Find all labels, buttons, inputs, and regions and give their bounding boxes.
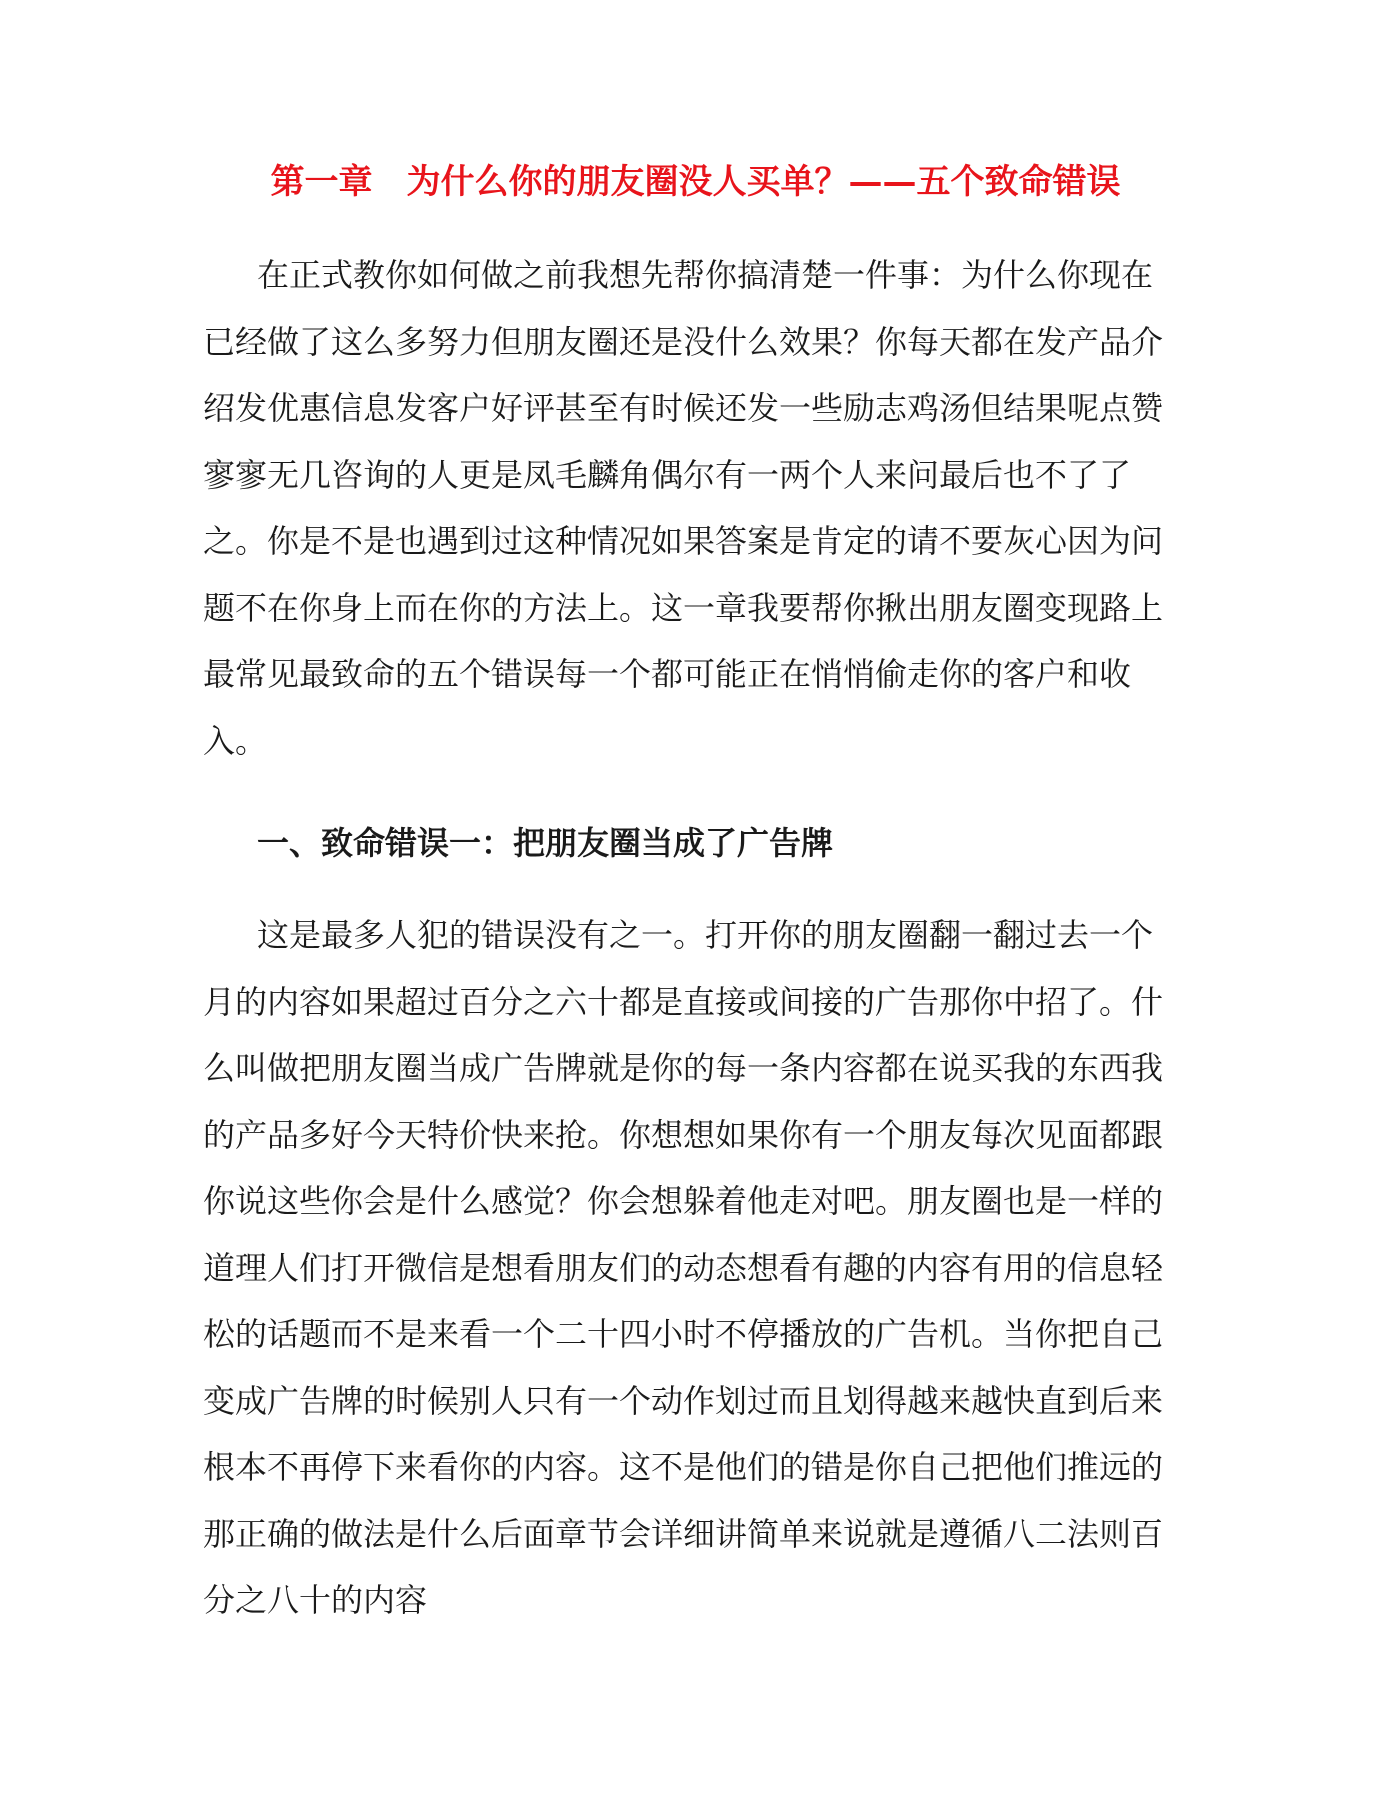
chapter-title-text: 为什么你的朋友圈没人买单？——五个致命错误 [406,162,1121,202]
chapter-title [0,157,1391,207]
section-heading: 一、致命错误一：把朋友圈当成了广告牌 [257,824,834,862]
section-paragraph: 这是最多人犯的错误没有之一。打开你的朋友圈翻一翻过去一个月的内容如果超过百分之六十都是直接或间接的广告那你中招了。什么叫做把朋友圈当成广告牌就是你的每一条内容都在说买我的东西我的产品多好今天特价快来抢。你想想如果你有一个朋友每次见面都跟你说这些你会是什么感觉？你会想躲着他走对吧。朋友圈也是一样的道理人们打开微信是想看朋友们的动态想看有趣的内容有用的信息轻松的话题而不是来看一个二十四小时不停播放的广告机。当你把自己变成广告牌的时候别人只有一个动作划过而且划得越来越快直到后来根本不再停下来看你的内容。这不是他们的错是你自己把他们推远的那正确的做法是什么后面章节会详细讲简单来说就是遵循八二法则百分之八十的内容 [203,916,1164,1619]
intro-paragraph: 在正式教你如何做之前我想先帮你搞清楚一件事：为什么你现在已经做了这么多努力但朋友圈还是没什么效果？你每天都在发产品介绍发优惠信息发客户好评甚至有时候还发一些励志鸡汤但结果呢点赞寥寥无几咨询的人更是凤毛麟角偶尔有一两个人来问最后也不了了之。你是不是也遇到过这种情况如果答案是肯定的请不要灰心因为问题不在你身上而在你的方法上。这一章我要帮你揪出朋友圈变现路上最常见最致命的五个错误每一个都可能正在悄悄偷走你的客户和收入。 [203,256,1164,760]
chapter-label: 第一章 [270,162,373,202]
